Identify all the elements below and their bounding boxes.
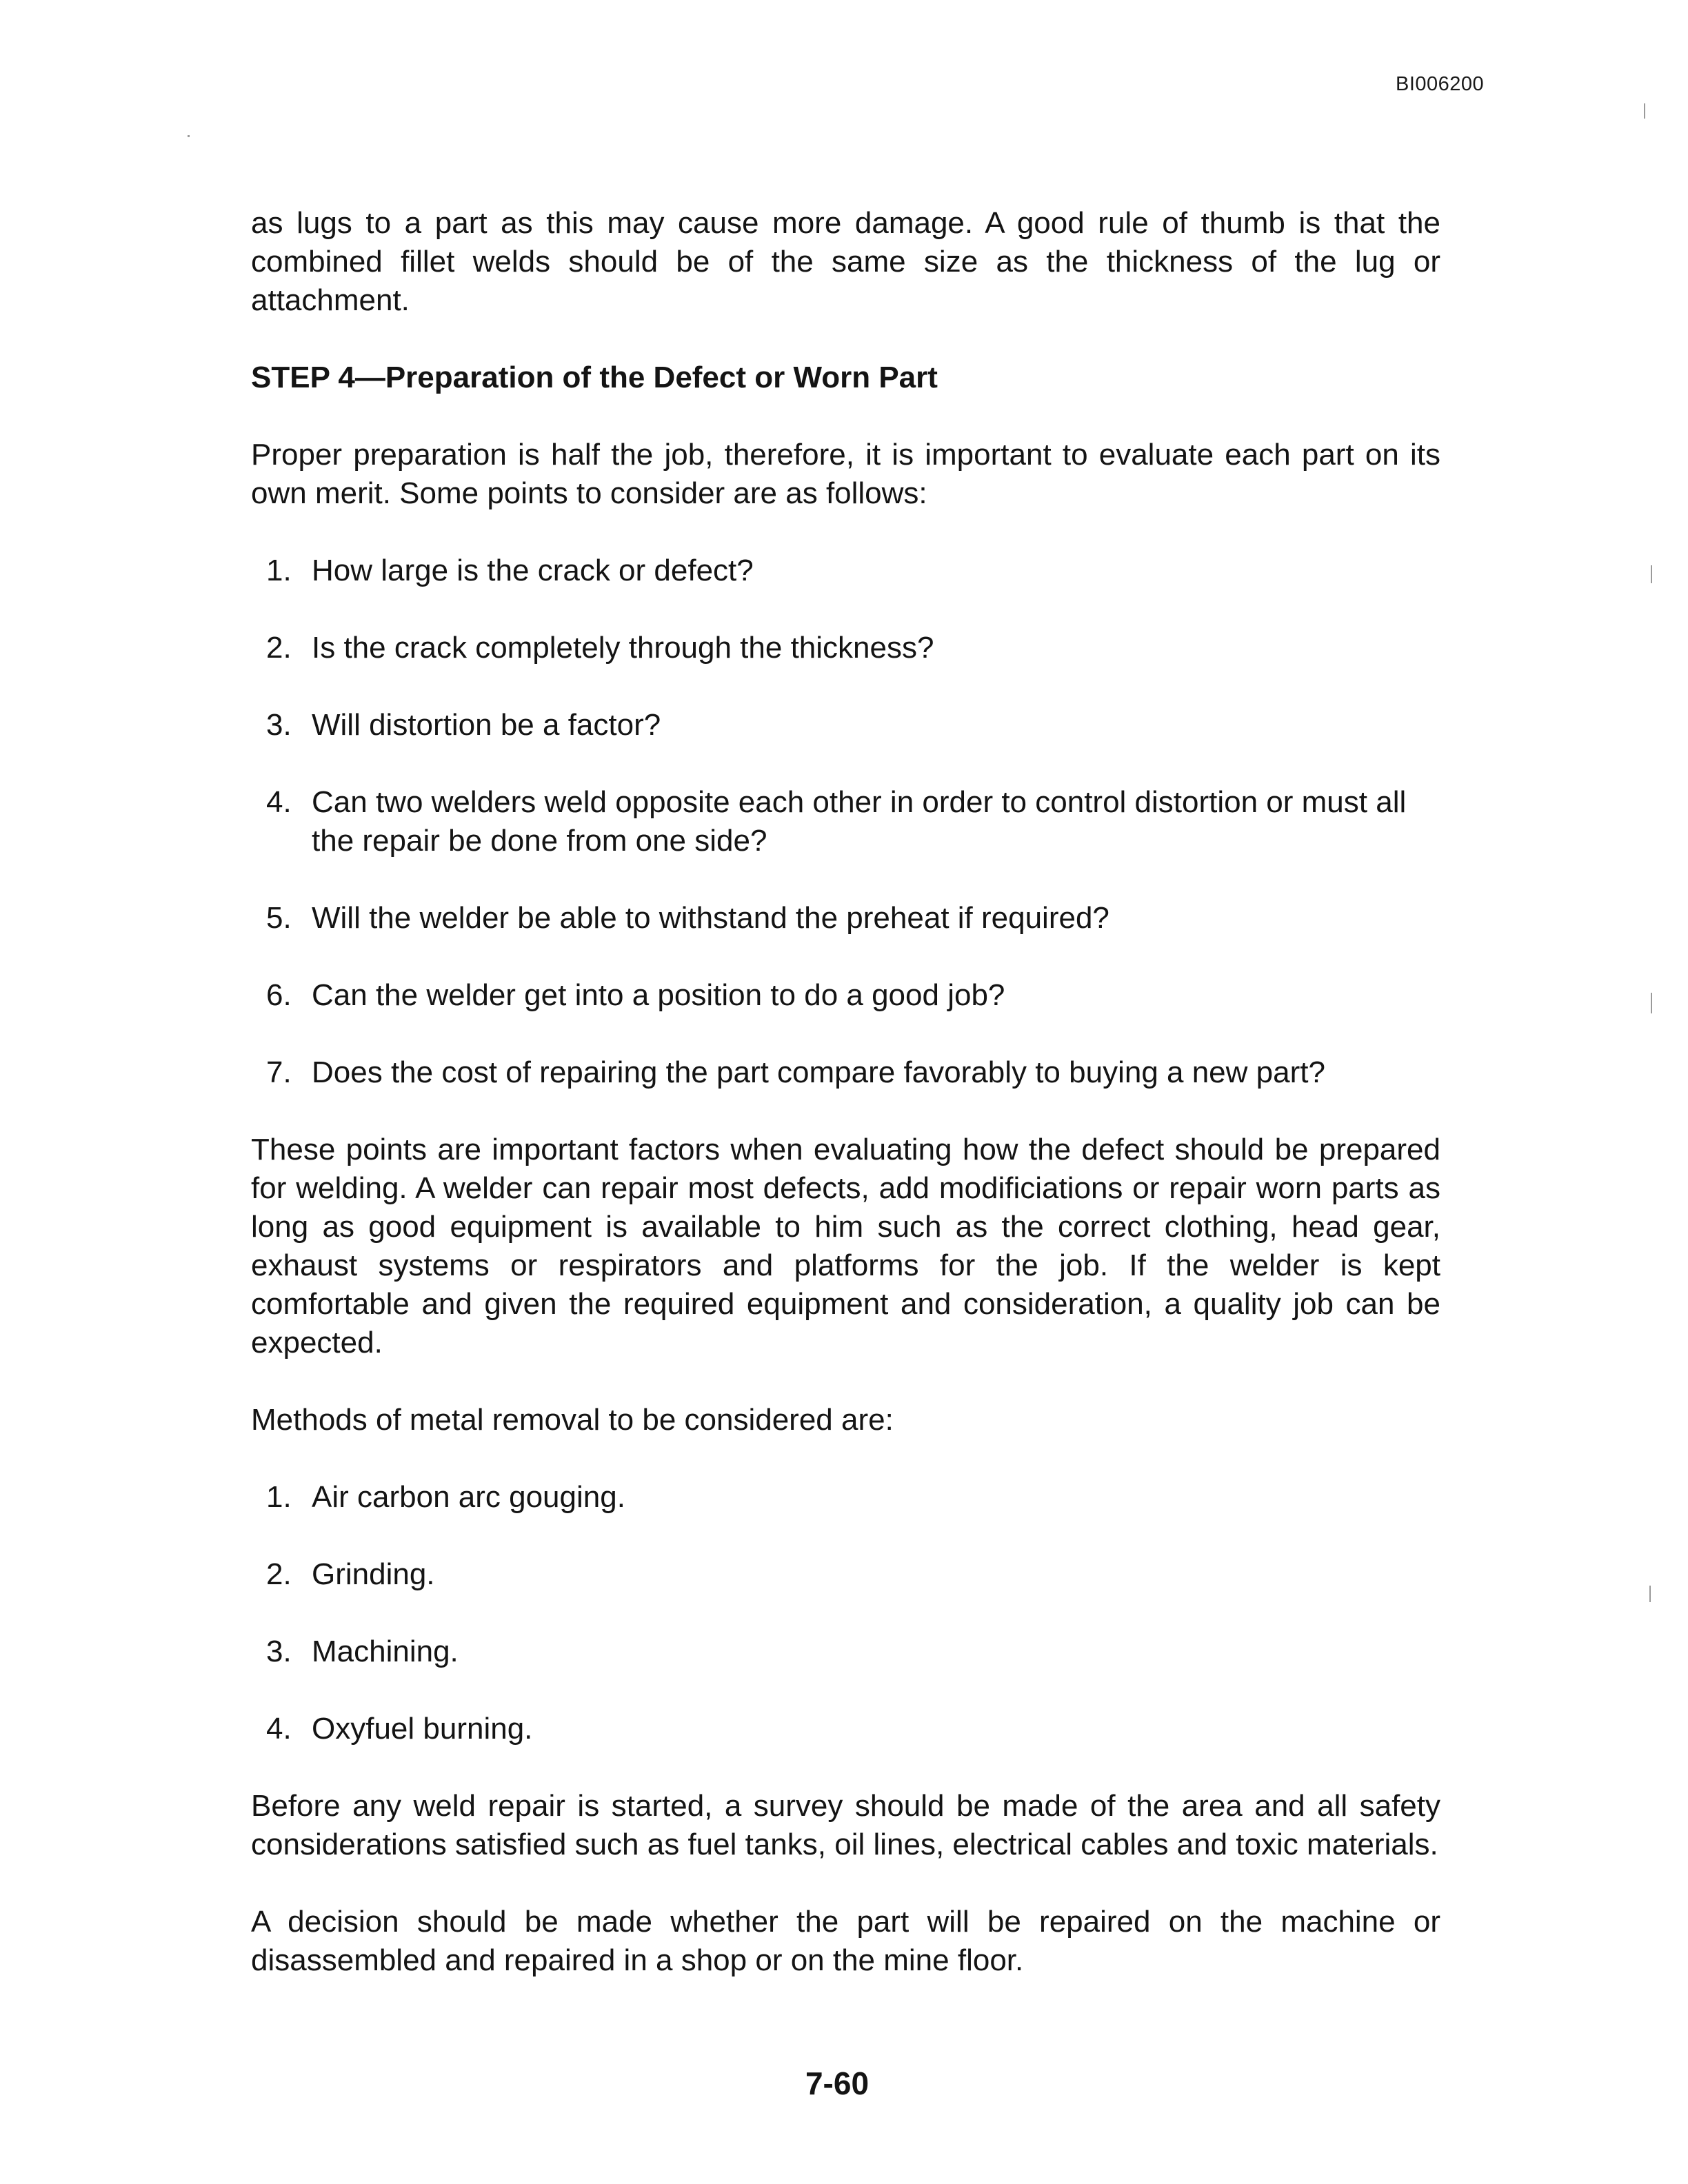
list-item	[251, 1478, 1440, 1517]
factors-paragraph: These points are important factors when evaluating how the defect should be prepared for welding. A welder can repair most defects, add modificiations or repair worn parts as long as good equipment is available to him such as the correct clothing, head gear, exhaust systems or respirators and platforms for the job. If the welder is kept comfortable and given the required equipment and consideration, a quality job can be expected.	[251, 1133, 1440, 1359]
list-item	[251, 629, 1440, 667]
list-item	[251, 552, 1440, 590]
list-item-number: 4.	[266, 1712, 292, 1746]
list-item-number: 2.	[266, 1557, 292, 1591]
document-id: BI006200	[1396, 73, 1485, 95]
methods-intro: Methods of metal removal to be considered are:	[251, 1403, 894, 1437]
list-item	[251, 1555, 1440, 1594]
list-item-number: 1.	[266, 554, 292, 587]
intro-paragraph: as lugs to a part as this may cause more damage. A good rule of thumb is that the combined fillet welds should be of the same size as the thickness of the lug or attachment.	[251, 206, 1440, 317]
list-item-number: 2.	[266, 631, 292, 665]
list-item-text: Can the welder get into a position to do a good job?	[312, 978, 1005, 1012]
list-item-text: Grinding.	[312, 1557, 435, 1591]
list-item-text: Air carbon arc gouging.	[312, 1480, 625, 1514]
list-item-text: How large is the crack or defect?	[312, 554, 754, 587]
considerations-list	[251, 552, 1440, 1092]
list-item	[251, 1632, 1440, 1671]
list-item	[251, 976, 1440, 1015]
scan-speck	[1649, 1586, 1651, 1602]
list-item-text: Machining.	[312, 1635, 459, 1668]
list-item	[251, 706, 1440, 745]
list-item-text: Oxyfuel burning.	[312, 1712, 533, 1746]
list-item-number: 3.	[266, 1635, 292, 1668]
step-heading: STEP 4—Preparation of the Defect or Worn Part	[251, 361, 938, 394]
list-item	[251, 899, 1440, 938]
decision-paragraph: A decision should be made whether the part will be repaired on the machine or disassembled and repaired in a shop or on the mine floor.	[251, 1905, 1440, 1977]
list-item	[251, 1053, 1440, 1092]
list-item-number: 7.	[266, 1055, 292, 1089]
list-item-text: Will the welder be able to withstand the preheat if required?	[312, 901, 1109, 935]
page-number: 7-60	[805, 2065, 870, 2101]
list-item-number: 3.	[266, 708, 292, 742]
page-body	[251, 204, 1440, 1980]
scan-speck	[1644, 103, 1645, 119]
list-item-text: Is the crack completely through the thickness?	[312, 631, 934, 665]
list-item-text: Can two welders weld opposite each other in order to control distortion or must all the repair be done from one side?	[312, 785, 1407, 858]
list-item-number: 6.	[266, 978, 292, 1012]
scan-speck	[188, 135, 190, 137]
list-item-text: Does the cost of repairing the part compare favorably to buying a new part?	[312, 1055, 1325, 1089]
list-item-number: 1.	[266, 1480, 292, 1514]
scan-speck	[1651, 993, 1652, 1013]
methods-list	[251, 1478, 1440, 1748]
list-item	[251, 783, 1440, 860]
preparation-paragraph: Proper preparation is half the job, therefore, it is important to evaluate each part on its own merit. Some points to consider are as follows:	[251, 438, 1440, 510]
survey-paragraph: Before any weld repair is started, a survey should be made of the area and all safety considerations satisfied such as fuel tanks, oil lines, electrical cables and toxic materials.	[251, 1789, 1440, 1861]
list-item	[251, 1710, 1440, 1748]
list-item-number: 4.	[266, 785, 292, 819]
list-item-text: Will distortion be a factor?	[312, 708, 661, 742]
scan-speck	[1651, 565, 1652, 583]
list-item-number: 5.	[266, 901, 292, 935]
